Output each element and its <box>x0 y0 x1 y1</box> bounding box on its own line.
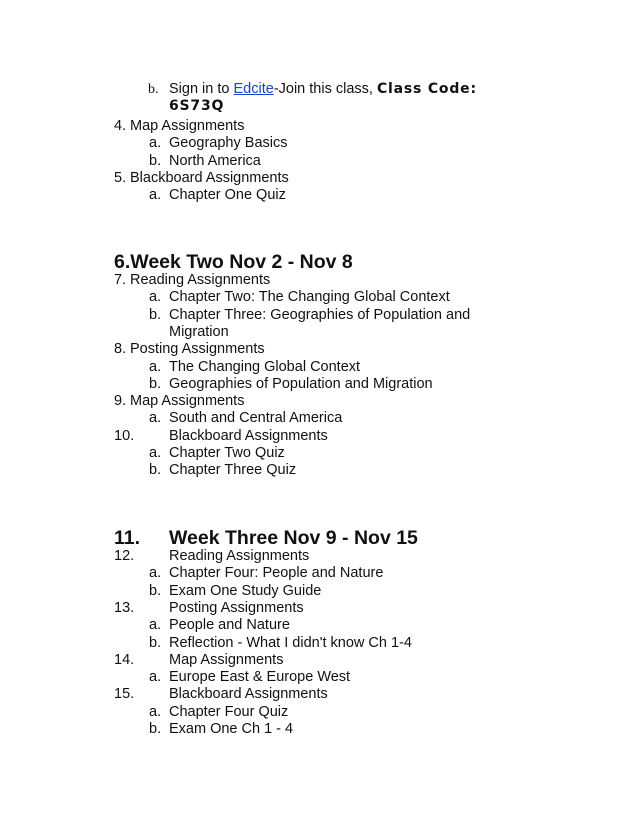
class-code-value: 6S73Q <box>169 98 225 114</box>
list-item-text: Blackboard Assignments <box>169 686 328 703</box>
list-item-text: Blackboard Assignments <box>169 427 328 444</box>
list-item-text: Exam One Study Guide <box>169 582 322 599</box>
edcite-link[interactable]: Edcite <box>233 81 274 97</box>
list-item-text: Geography Basics <box>169 135 288 152</box>
list-marker: a. <box>149 289 162 306</box>
list-item-text: Chapter Two Quiz <box>169 445 285 461</box>
signin-prefix: Sign in to <box>169 81 234 97</box>
list-marker: b. <box>149 306 162 323</box>
list-item-text: Reading Assignments <box>130 272 271 288</box>
list-marker: 8. <box>114 341 127 358</box>
list-item-text: Map Assignments <box>130 393 245 410</box>
list-marker: a. <box>149 358 162 375</box>
list-marker: b. <box>149 375 162 392</box>
list-marker: a. <box>149 187 162 204</box>
list-marker: b. <box>149 462 162 479</box>
list-marker: a. <box>149 565 162 582</box>
list-item-text: Blackboard Assignments <box>130 169 289 186</box>
list-marker: 7. <box>114 272 127 288</box>
list-item-text: South and Central America <box>169 410 343 427</box>
list-marker: a. <box>149 669 162 686</box>
heading-number: 6. <box>114 251 131 273</box>
list-item-text: Chapter Two: The Changing Global Context <box>169 289 450 306</box>
list-item-text: Map Assignments <box>169 651 284 668</box>
join-text: -Join this class, <box>273 81 377 97</box>
list-item-text: Posting Assignments <box>169 599 304 616</box>
list-marker: a. <box>149 703 162 720</box>
list-item-text: Exam One Ch 1 - 4 <box>169 721 294 737</box>
list-item-text: Migration <box>169 323 229 340</box>
list-item-text: Chapter Four: People and Nature <box>169 565 384 582</box>
list-marker: 4. <box>114 118 127 134</box>
list-item-text: Geographies of Population and Migration <box>169 375 433 392</box>
list-item-text: Reflection - What I didn't know Ch 1-4 <box>169 634 412 651</box>
list-marker: b. <box>149 634 162 651</box>
list-marker: 10. <box>114 427 135 444</box>
list-marker: 15. <box>114 686 135 703</box>
list-item-text: Chapter Three Quiz <box>169 462 297 479</box>
list-item-text: Map Assignments <box>130 118 245 134</box>
list-marker: 12. <box>114 548 135 564</box>
list-item-text: Chapter Four Quiz <box>169 703 289 720</box>
list-marker: a. <box>149 445 162 461</box>
list-marker: b. <box>149 721 162 737</box>
list-item-text: The Changing Global Context <box>169 358 361 375</box>
list-item-text: Europe East & Europe West <box>169 669 351 686</box>
list-marker: 14. <box>114 651 135 668</box>
list-marker: b. <box>149 582 162 599</box>
class-code-label: Class Code: <box>376 81 477 97</box>
list-marker: b. <box>148 82 159 97</box>
list-item-text: North America <box>169 152 261 169</box>
list-marker: a. <box>149 410 162 427</box>
list-marker: 9. <box>114 393 127 410</box>
heading-text: Week Two Nov 2 - Nov 8 <box>130 251 353 273</box>
list-marker: a. <box>149 135 162 152</box>
list-item-text: Posting Assignments <box>130 341 265 358</box>
list-item-text: Chapter Three: Geographies of Population and <box>169 306 471 323</box>
list-marker: a. <box>149 617 162 634</box>
list-item-text: Reading Assignments <box>169 548 310 564</box>
list-item-text: People and Nature <box>169 617 290 634</box>
list-marker: 5. <box>114 169 127 186</box>
heading-text: Week Three Nov 9 - Nov 15 <box>169 527 418 549</box>
week-three-heading <box>114 526 418 550</box>
week-two-heading <box>114 250 353 274</box>
list-marker: 13. <box>114 599 135 616</box>
heading-number: 11. <box>114 527 141 549</box>
list-item-text <box>169 81 477 98</box>
list-marker: b. <box>149 152 162 169</box>
list-item-text: Chapter One Quiz <box>169 187 286 204</box>
